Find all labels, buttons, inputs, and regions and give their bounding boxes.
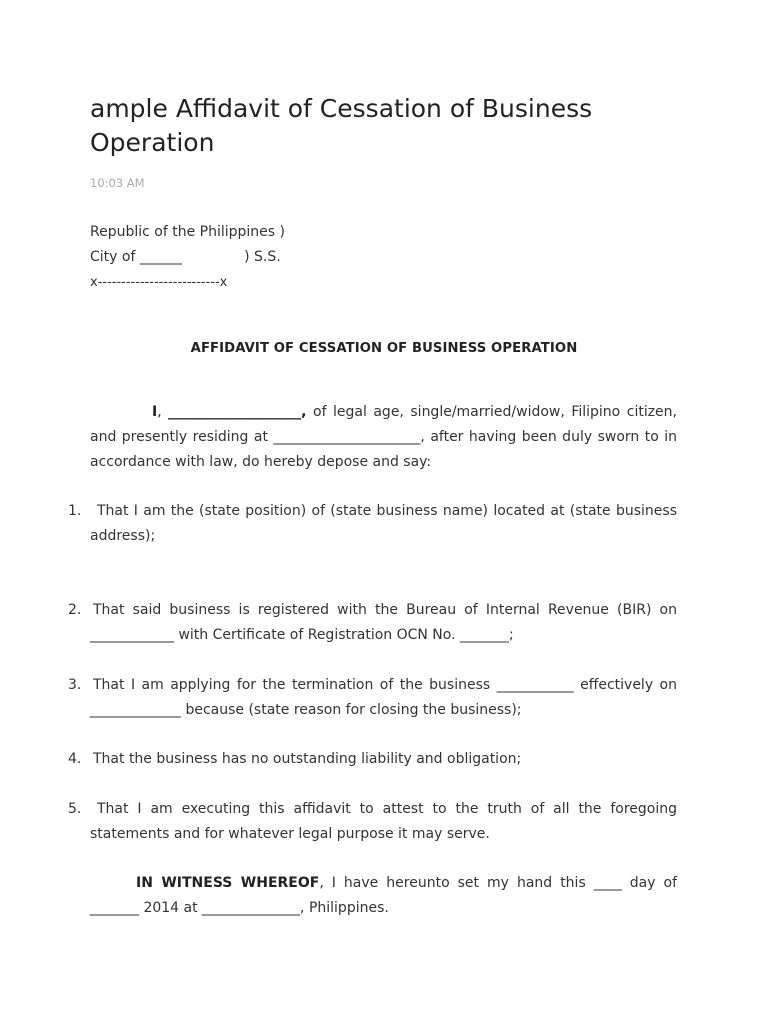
venue-line-city: City of ______ ) S.S. [90,249,281,265]
item-5-number: 5. [68,801,82,817]
item-2-text: That said business is registered with the Bureau of Internal Revenue (BIR) on ____________ with Certificate of Registration OCN No. _______; [90,602,677,643]
affidavit-heading: AFFIDAVIT OF CESSATION OF BUSINESS OPERATION [190,341,578,356]
item-1-text: That I am the (state position) of (state business name) located at (state business address); [90,503,677,544]
intro-name-blank: ___________________ [168,404,302,420]
item-4-number: 4. [68,751,82,767]
item-4-text: That the business has no outstanding liability and obligation; [93,751,522,767]
item-3-number: 3. [68,677,82,693]
item-1-number: 1. [68,503,82,519]
intro-text: of legal age, single/married/widow, Filipino citizen, and presently residing at _____________________, after having been duly sworn to in accordance with law, do hereby depose and say: [90,404,677,470]
item-3-text: That I am applying for the termination of the business ___________ effectively on _____________ because (state reason for closing the business); [90,677,677,718]
venue-line-republic: Republic of the Philippines ) [90,224,285,240]
witness-text: , I have hereunto set my hand this ____ day of _______ 2014 at ______________, Philippines. [90,875,677,916]
item-5-text: That I am executing this affidavit to attest to the truth of all the foregoing statements and for whatever legal purpose it may serve. [90,801,677,842]
post-time: 10:03 AM [90,176,145,190]
witness-paragraph [90,871,677,921]
witness-bold: IN WITNESS WHEREOF [136,875,320,891]
item-2-number: 2. [68,602,82,618]
venue-separator: x--------------------------x [90,275,228,290]
intro-i: I [152,404,158,420]
intro-paragraph: I, ___________________, of legal age, single/married/widow, Filipino citizen, and presently residing at _____________________, after having been duly sworn to in accordance with law, do hereby depose and say: [90,404,677,470]
document-title: ample Affidavit of Cessation of Business Operation [90,94,593,157]
